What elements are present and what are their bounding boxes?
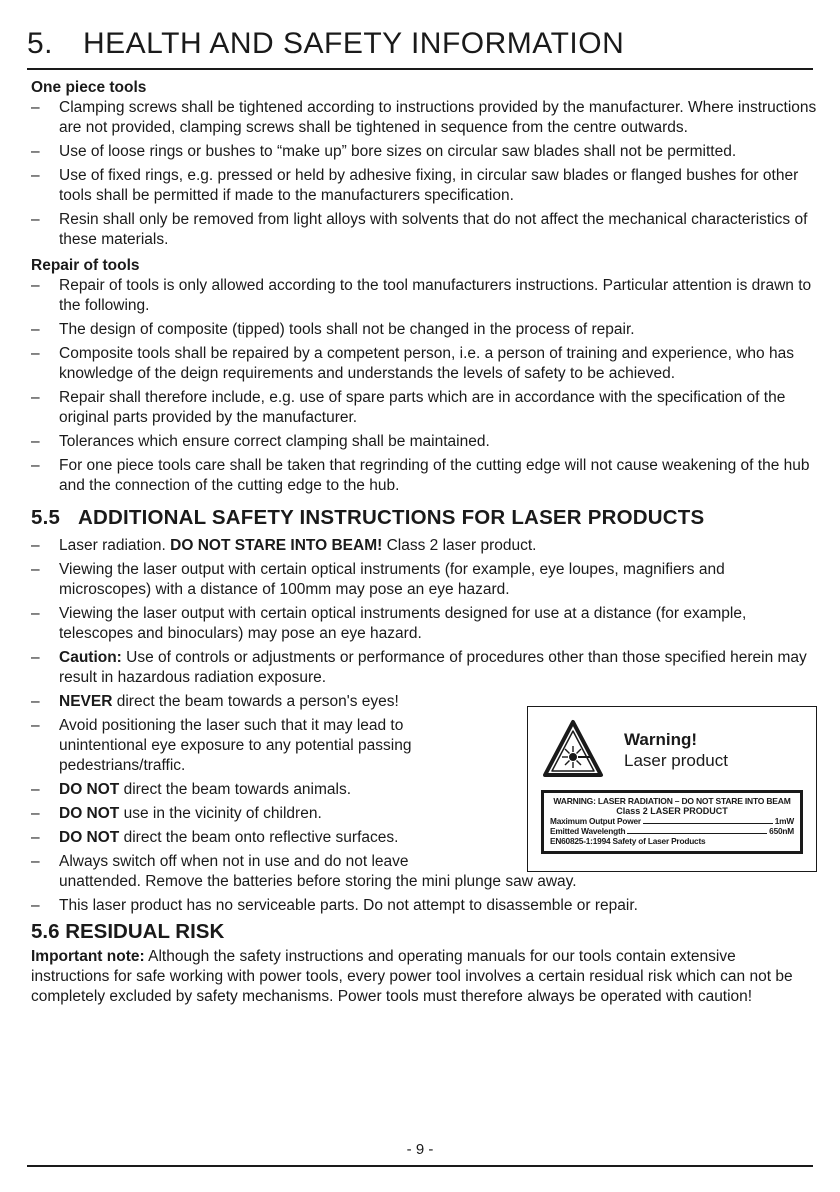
label-row-value: 1mW xyxy=(774,816,794,826)
laser-section-heading xyxy=(31,506,817,530)
list-item xyxy=(31,804,459,824)
label-row-value: 650nM xyxy=(769,826,794,836)
warning-subtitle: Laser product xyxy=(624,751,728,770)
item-emphasis: NEVER xyxy=(59,693,113,710)
item-emphasis: DO NOT xyxy=(59,829,120,846)
label-class-line: Class 2 LASER PRODUCT xyxy=(616,806,728,816)
item-text: direct the beam onto reflective surfaces. xyxy=(123,829,399,846)
item-text-continued: unattended. Remove the batteries before storing the mini plunge saw away. xyxy=(59,873,577,890)
residual-section-number: 5.6 xyxy=(31,920,60,943)
label-standard-text: EN60825-1:1994 Safety of Laser Products xyxy=(550,836,706,846)
list-item: – Avoid positioning the laser such that it may lead to unintentional eye exposure to any potential passing pedestrians/traffic. xyxy=(31,716,459,776)
list-item: – Use of fixed rings, e.g. pressed or held by adhesive fixing, in circular saw blades or flanged bushes for other tools shall be permitted if made to the manufacturers specification. xyxy=(31,166,817,206)
repair-of-tools-list xyxy=(31,276,817,496)
warning-title: Warning! xyxy=(624,730,698,749)
list-item xyxy=(31,648,817,688)
page-number: - 9 - xyxy=(406,1141,434,1158)
footer-divider xyxy=(27,1165,813,1167)
label-row-name: Maximum Output Power xyxy=(550,816,641,826)
item-emphasis: DO NOT xyxy=(59,805,120,822)
list-item: – The design of composite (tipped) tools shall not be changed in the process of repair. xyxy=(31,320,817,340)
residual-risk-paragraph xyxy=(31,947,817,1007)
page-title xyxy=(27,27,624,61)
list-item xyxy=(31,692,459,712)
list-item: – Resin shall only be removed from light alloys with solvents that do not affect the mechanical characteristics of these materials. xyxy=(31,210,817,250)
label-row-name: Emitted Wavelength xyxy=(550,826,626,836)
list-item: – Viewing the laser output with certain optical instruments designed for use at a distance (for example, telescopes and binoculars) may pose an eye hazard. xyxy=(31,604,817,644)
list-item xyxy=(31,780,459,800)
list-item xyxy=(31,536,817,556)
item-text: direct the beam towards animals. xyxy=(123,781,352,798)
laser-class-label xyxy=(541,790,803,854)
list-item: – Repair of tools is only allowed according to the tool manufacturers instructions. Particular attention is drawn to the following. xyxy=(31,276,817,316)
one-piece-tools-heading: One piece tools xyxy=(31,79,147,96)
list-item: – Repair shall therefore include, e.g. use of spare parts which are in accordance with the specification of the original parts provided by the manufacturer. xyxy=(31,388,817,428)
label-warning-line: WARNING: LASER RADIATION – DO NOT STARE INTO BEAM xyxy=(553,796,791,806)
laser-warning-box xyxy=(527,706,817,872)
list-item: – Viewing the laser output with certain optical instruments (for example, eye loupes, magnifiers and microscopes) with a distance of 100mm may pose an eye hazard. xyxy=(31,560,817,600)
important-note-text: Although the safety instructions and operating manuals for our tools contain extensive instructions for safe working with power tools, every power tool involves a certain residual risk which can not be completely excluded by safety mechanisms. Power tools must therefore always be operated with caution! xyxy=(31,948,793,1005)
item-text: use in the vicinity of children. xyxy=(123,805,322,822)
item-emphasis: Caution: xyxy=(59,649,122,666)
repair-of-tools-heading: Repair of tools xyxy=(31,257,140,274)
one-piece-tools-list xyxy=(31,98,817,250)
laser-section-title: ADDITIONAL SAFETY INSTRUCTIONS FOR LASER PRODUCTS xyxy=(78,506,705,529)
label-standard-line xyxy=(550,836,794,846)
list-item: – Clamping screws shall be tightened according to instructions provided by the manufacturer. Where instructions are not provided, clamping screws shall be tightened in sequence from the centre outwards. xyxy=(31,98,817,138)
list-item: – For one piece tools care shall be taken that regrinding of the cutting edge will not cause weakening of the hub and the connection of the cutting edge to the hub. xyxy=(31,456,817,496)
title-divider xyxy=(27,68,813,70)
item-text: Use of controls or adjustments or performance of procedures other than those specified herein may result in hazardous radiation exposure. xyxy=(59,649,807,686)
laser-warning-triangle-icon xyxy=(542,719,604,779)
list-item: – Use of loose rings or bushes to “make up” bore sizes on circular saw blades shall not be permitted. xyxy=(31,142,817,162)
label-output-power-row xyxy=(550,816,794,826)
item-text-wrap: Always switch off when not in use and do not leave xyxy=(59,853,409,870)
important-note-label: Important note: xyxy=(31,948,145,965)
label-wavelength-row xyxy=(550,826,794,836)
item-text: Class 2 laser product. xyxy=(386,537,537,554)
laser-section-number: 5.5 xyxy=(31,506,61,529)
list-item: – Composite tools shall be repaired by a competent person, i.e. a person of training and experience, who has knowledge of the deign requirements and understands the levels of safety to be achieved. xyxy=(31,344,817,384)
list-item: – This laser product has no serviceable parts. Do not attempt to disassemble or repair. xyxy=(31,896,817,916)
item-text: direct the beam towards a person's eyes! xyxy=(116,693,399,710)
residual-risk-heading xyxy=(31,920,817,944)
section-title-text: HEALTH AND SAFETY INFORMATION xyxy=(83,27,625,60)
section-number: 5. xyxy=(27,27,54,60)
list-item xyxy=(31,828,459,848)
item-emphasis: DO NOT STARE INTO BEAM! xyxy=(170,537,383,554)
list-item: – Tolerances which ensure correct clamping shall be maintained. xyxy=(31,432,817,452)
item-text: Laser radiation. xyxy=(59,537,166,554)
residual-section-title: RESIDUAL RISK xyxy=(65,920,225,943)
item-emphasis: DO NOT xyxy=(59,781,120,798)
